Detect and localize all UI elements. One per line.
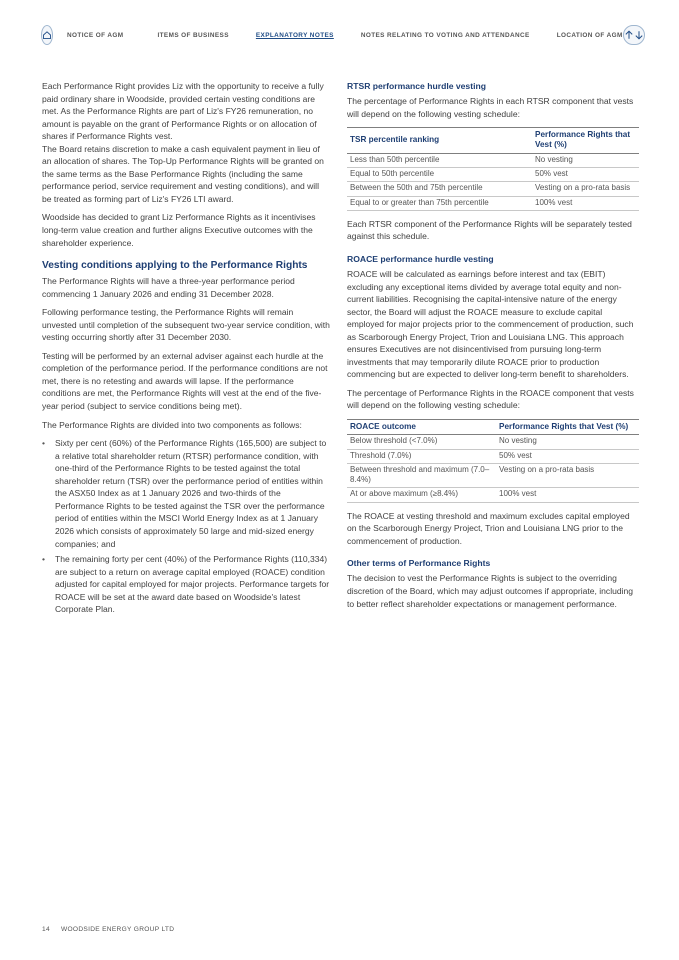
table-cell: At or above maximum (≥8.4%) — [347, 488, 496, 502]
table-row — [347, 463, 639, 488]
nav-notice-of-agm[interactable]: NOTICE OF AGM — [67, 31, 124, 39]
roace-definition: ROACE will be calculated as earnings before interest and tax (EBIT) excluding any exceptional items divided by average total equity and non-current liabilities. Recognising the capital-intensive nature of the energy sector, the Board will adjust the ROACE measure to exclude capital employed for major projects prior to the commencement of production, such as Scarborough Energy Project, Trion and Louisiana LNG. This approach ensures Executives are not disincentivised from pursuing long-term investments that may temporarily dilute ROACE prior to production commencing but are expected to deliver long-term benefit to shareholders. — [347, 268, 634, 380]
rtsr-intro: The percentage of Performance Rights in each RTSR component that vests will depend on the following vesting schedule: — [347, 96, 634, 119]
page-footer — [42, 926, 174, 933]
paragraph-components-intro: The Performance Rights are divided into two components as follows: — [42, 419, 302, 430]
roace-intro: The percentage of Performance Rights in the ROACE component that vests will depend on the following vesting schedule: — [347, 387, 634, 411]
table-header-row — [347, 128, 639, 154]
list-item-roace: • The remaining forty per cent (40%) of the Performance Rights (110,334) are subject to a return on average capital employed (ROACE) condition adjusted for capital employed for major projects. Performance targets for ROACE will be set at the award date based on Woodside's latest Corporate Plan. — [42, 553, 330, 616]
paragraph-performance-right: Each Performance Right provides Liz with the opportunity to receive a fully paid ordinary share in Woodside, provided certain vesting conditions are met. As the Performance Rights are part of Liz's FY26 remuneration, no amount is payable on the grant of Performance Rights or on allocation of shares if Performance Rights vest. — [42, 81, 324, 142]
table-cell: 50% vest — [496, 449, 639, 463]
paragraph-board-discretion: The Board retains discretion to make a cash equivalent payment in lieu of an allocation of shares. The Top-Up Performance Rights will be granted on the same terms as the Base Performance Rights (including the same performance period, service requirement and vesting conditions), and will be treated as forming part of Liz's FY26 LTI award. — [42, 143, 324, 204]
arrow-up-icon — [624, 30, 634, 40]
table-cell: 50% vest — [532, 167, 639, 181]
table-cell: Equal to 50th percentile — [347, 167, 532, 181]
paragraph-service-condition: Following performance testing, the Performance Rights will remain unvested until completion of the subsequent two-year service condition, with vesting occurring shortly after 31 December 2030. — [42, 307, 330, 343]
table-cell: Threshold (7.0%) — [347, 449, 496, 463]
table-cell: Between the 50th and 75th percentile — [347, 182, 532, 196]
roace-after-text: The ROACE at vesting threshold and maximum excludes capital employed on the Scarborough Energy Project, Trion and Louisiana LNG prior to the commencement of production. — [347, 510, 630, 546]
roace-vesting-table — [347, 419, 639, 503]
table-row — [347, 196, 639, 210]
table-row — [347, 488, 639, 502]
components-list — [42, 437, 330, 616]
arrow-down-icon — [634, 30, 644, 40]
top-navigation — [41, 23, 638, 47]
table-header: TSR percentile ranking — [347, 128, 532, 154]
table-row — [347, 435, 639, 449]
table-header: Performance Rights that Vest (%) — [532, 128, 639, 154]
table-cell: Less than 50th percentile — [347, 153, 532, 167]
table-row — [347, 449, 639, 463]
other-terms-heading: Other terms of Performance Rights — [347, 558, 491, 569]
next-page-button[interactable] — [634, 30, 644, 40]
table-cell: No vesting — [532, 153, 639, 167]
paragraph-incentive-rationale: Woodside has decided to grant Liz Performance Rights as it incentivises long-term value creation and further aligns Executive outcomes with the shareholder experience. — [42, 212, 316, 248]
table-row — [347, 153, 639, 167]
table-cell: Below threshold (<7.0%) — [347, 435, 496, 449]
nav-location-of-agm[interactable]: LOCATION OF AGM — [556, 31, 623, 39]
previous-page-button[interactable] — [624, 30, 634, 40]
paragraph-testing: Testing will be performed by an external adviser against each hurdle at the completion of the performance period. If the performance conditions are not met, there is no retesting and awards will lapse. If the performance conditions are met, the Performance Rights will vest at the end of the five-year period (subject to service conditions being met). — [42, 350, 328, 412]
home-button[interactable] — [41, 25, 53, 45]
table-cell: 100% vest — [532, 196, 639, 210]
page-number: 14 — [42, 926, 50, 933]
rtsr-heading: RTSR performance hurdle vesting — [347, 81, 486, 91]
table-cell: Vesting on a pro-rata basis — [496, 463, 639, 488]
table-cell: Between threshold and maximum (7.0–8.4%) — [347, 463, 496, 488]
nav-items-of-business[interactable]: ITEMS OF BUSINESS — [157, 31, 229, 39]
home-icon — [42, 30, 52, 40]
company-name: WOODSIDE ENERGY GROUP LTD — [60, 926, 175, 933]
nav-explanatory-notes[interactable]: EXPLANATORY NOTES — [255, 31, 334, 39]
table-header: ROACE outcome — [347, 419, 496, 434]
left-column — [42, 80, 330, 619]
rtsr-vesting-table — [347, 127, 639, 211]
rtsr-after-text: Each RTSR component of the Performance Rights will be separately tested against this schedule. — [347, 218, 632, 242]
table-cell: Equal to or greater than 75th percentile — [347, 196, 532, 210]
right-column — [347, 80, 639, 616]
table-row — [347, 182, 639, 196]
table-header: Performance Rights that Vest (%) — [496, 419, 639, 434]
other-terms-text: The decision to vest the Performance Rights is subject to the overriding discretion of the Board, which may adjust outcomes if appropriate, including to better reflect shareholder expectations or management performance. — [347, 573, 633, 609]
table-cell: Vesting on a pro-rata basis — [532, 182, 639, 196]
nav-voting-attendance[interactable]: NOTES RELATING TO VOTING AND ATTENDANCE — [360, 31, 530, 39]
roace-heading: ROACE performance hurdle vesting — [347, 253, 494, 264]
vesting-conditions-heading: Vesting conditions applying to the Performance Rights — [42, 260, 308, 272]
page-navigation-arrows — [623, 25, 645, 45]
table-cell: No vesting — [496, 435, 639, 449]
table-cell: 100% vest — [496, 488, 639, 502]
paragraph-performance-period: The Performance Rights will have a three-year performance period commencing 1 January 2026 and ending 31 December 2028. — [42, 276, 295, 299]
table-row — [347, 167, 639, 181]
list-item-rtsr: • Sixty per cent (60%) of the Performance Rights (165,500) are subject to a relative total shareholder return (RTSR) performance condition, with one-third of the Performance Rights to be tested against the total shareholder return (TSR) over the performance period of entities within the ASX50 Index as at 1 January 2026 and two-thirds of the Performance Rights to be tested against the TSR over the performance period of entities within the MSCI World Energy Index as at 1 January 2026 which consists of approximately 50 large and mid-sized energy companies; and — [42, 437, 330, 550]
table-header-row — [347, 419, 639, 434]
